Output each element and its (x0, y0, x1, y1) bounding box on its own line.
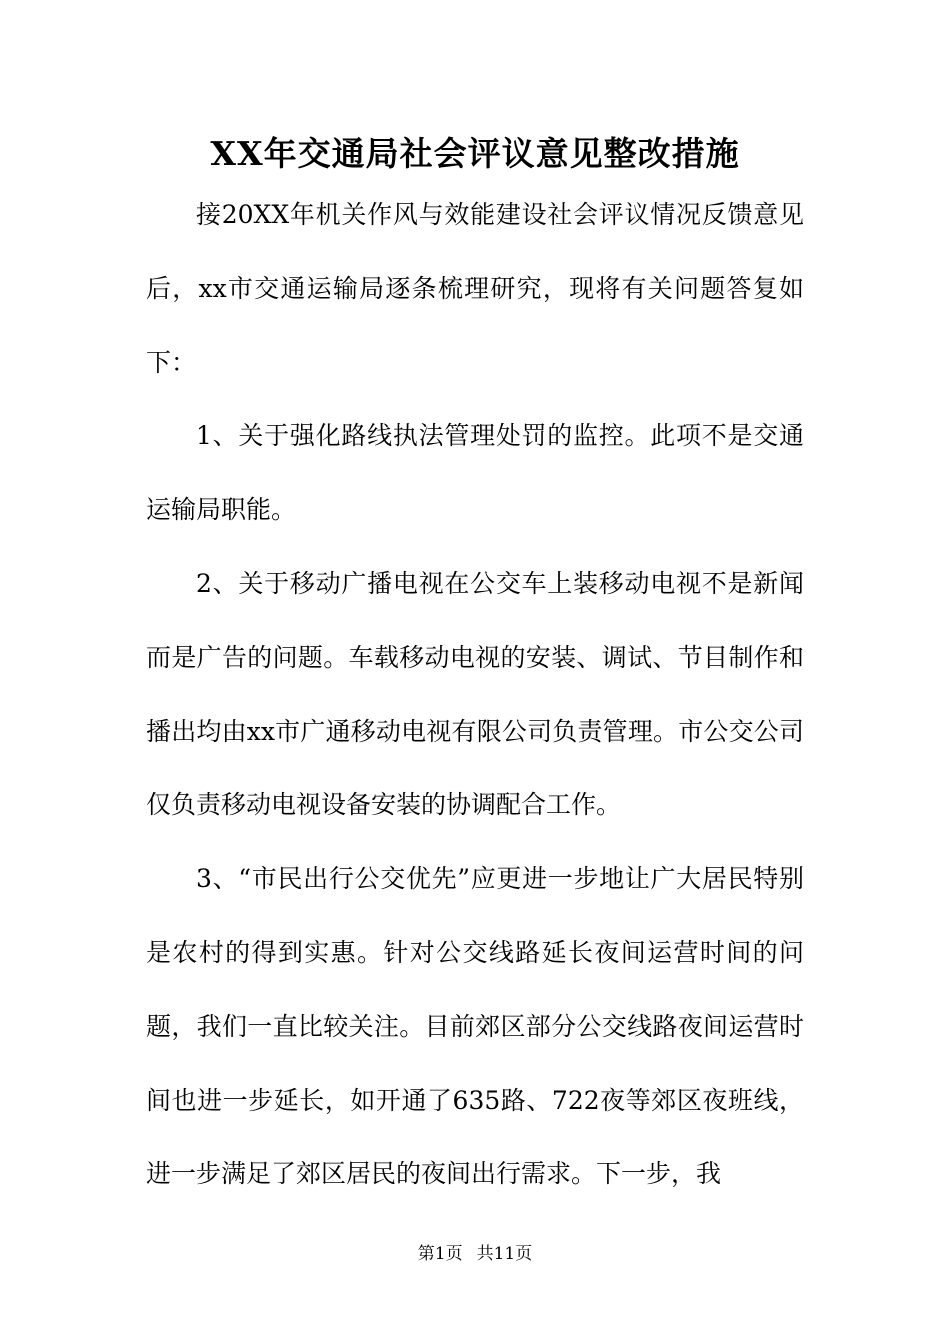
paragraph-item-1: 1、关于强化路线执法管理处罚的监控。此项不是交通运输局职能。 (146, 421, 804, 525)
page-footer (0, 1240, 950, 1268)
paragraph-item-2: 2、关于移动广播电视在公交车上装移动电视不是新闻而是广告的问题。车载移动电视的安装、调试、节目制作和播出均由xx市广通移动电视有限公司负责管理。市公交公司仅负责移动电视设备安装的协调配合工作。 (146, 568, 804, 820)
document-title: XX年交通局社会评议意见整改措施 (210, 134, 740, 173)
paragraph-item-3: 3、“市民出行公交优先”应更进一步地让广大居民特别是农村的得到实惠。针对公交线路延长夜间运营时间的问题，我们一直比较关注。目前郊区部分公交线路夜间运营时间也进一步延长，如开通了635路、722夜等郊区夜班线，进一步满足了郊区居民的夜间出行需求。下一步，我 (146, 864, 804, 1189)
page-number-current: 第1页 (417, 1244, 463, 1264)
document-body (146, 178, 804, 1211)
page-number-total: 共11页 (476, 1244, 533, 1264)
paragraph-intro: 接20XX年机关作风与效能建设社会评议情况反馈意见后，xx市交通运输局逐条梳理研究，现将有关问题答复如下： (146, 200, 804, 377)
